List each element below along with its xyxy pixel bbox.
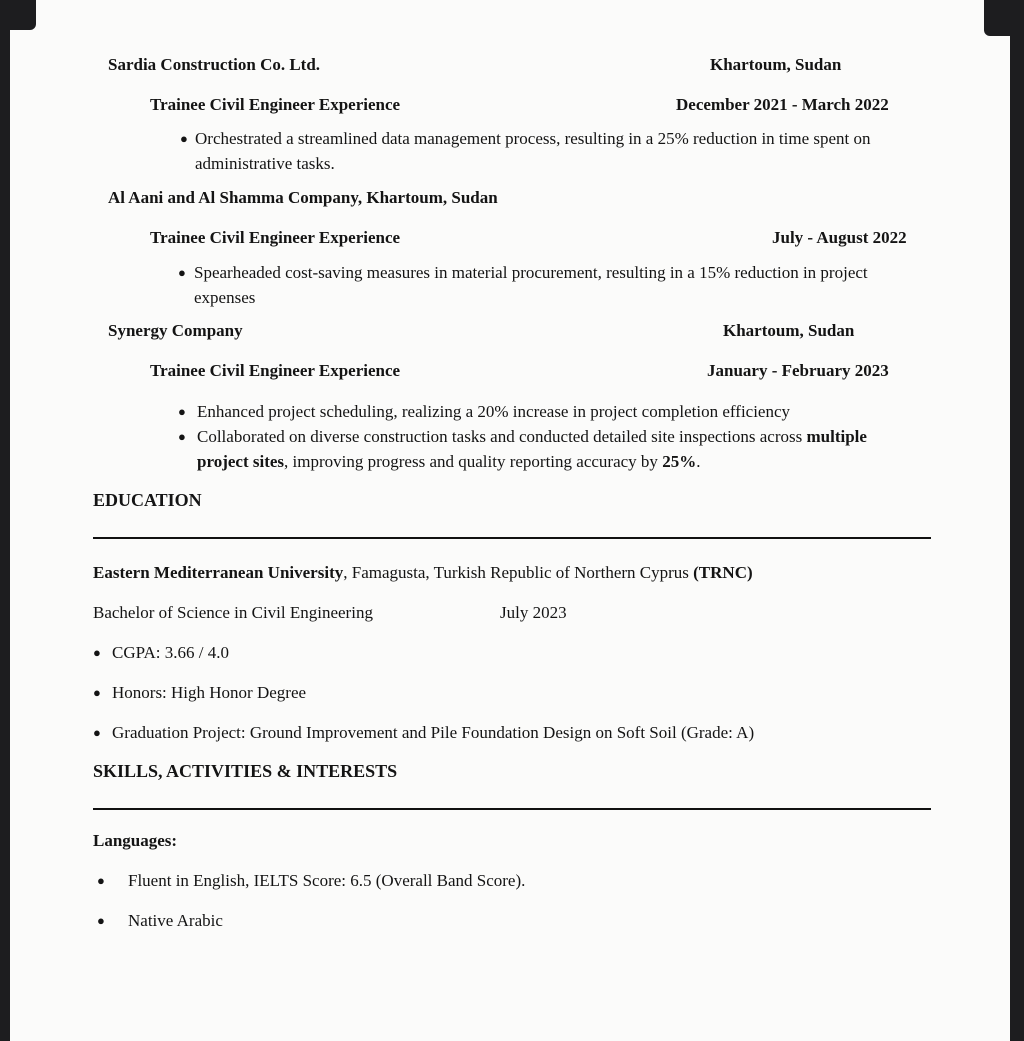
skills-heading: SKILLS, ACTIVITIES & INTERESTS xyxy=(93,761,398,781)
education-bullet xyxy=(93,680,931,705)
page-edge-right xyxy=(1010,0,1024,1041)
bullet-text-bold: multiple project sites xyxy=(197,427,867,471)
bullet-text xyxy=(197,424,908,474)
role-row xyxy=(93,358,931,383)
bullet-text: Enhanced project scheduling, realizing a 20% increase in project completion efficiency xyxy=(197,402,791,421)
job-title: Trainee Civil Engineer Experience xyxy=(150,228,401,247)
job-bullet-list xyxy=(180,126,920,176)
bullet-text-part: Collaborated on diverse construction tasks and conducted detailed site inspections across xyxy=(197,427,807,446)
company-name: Al Aani and Al Shamma Company, Khartoum, Sudan xyxy=(108,188,498,207)
company-name: Synergy Company xyxy=(108,321,243,340)
page-corner-top-left xyxy=(0,0,36,30)
bullet-text-part: . xyxy=(696,452,701,471)
bullet-icon: ● xyxy=(93,645,101,660)
education-bullet xyxy=(93,640,931,665)
company-row xyxy=(93,185,931,210)
education-heading: EDUCATION xyxy=(93,490,202,510)
bullet-point xyxy=(180,126,920,176)
role-row xyxy=(93,92,931,117)
skill-bullet xyxy=(93,868,931,893)
job-title: Trainee Civil Engineer Experience xyxy=(150,95,401,114)
bullet-icon: ● xyxy=(180,131,188,146)
bullet-text: Fluent in English, IELTS Score: 6.5 (Overall Band Score). xyxy=(128,871,526,890)
page-corner-top-right xyxy=(984,0,1024,36)
job-bullet-list xyxy=(178,399,908,474)
section-divider xyxy=(93,808,931,810)
bullet-text: Honors: High Honor Degree xyxy=(112,683,307,702)
bullet-icon: ● xyxy=(178,404,186,419)
company-location: Khartoum, Sudan xyxy=(723,321,855,340)
company-location: Khartoum, Sudan xyxy=(710,55,842,74)
university-line xyxy=(93,560,931,585)
role-row xyxy=(93,225,931,250)
bullet-point xyxy=(178,424,908,474)
bullet-icon: ● xyxy=(93,685,101,700)
bullet-text-bold: 25% xyxy=(662,452,697,471)
bullet-icon: ● xyxy=(97,873,105,888)
bullet-text-part: , improving progress and quality reporting accuracy by xyxy=(284,452,663,471)
bullet-icon: ● xyxy=(178,429,186,444)
languages-label: Languages: xyxy=(93,831,178,850)
job-dates: January - February 2023 xyxy=(707,361,889,380)
university-location: , Famagusta, Turkish Republic of Northern Cyprus xyxy=(343,563,694,582)
company-row xyxy=(93,52,931,77)
degree-name: Bachelor of Science in Civil Engineering xyxy=(93,603,373,622)
bullet-text: Graduation Project: Ground Improvement and Pile Foundation Design on Soft Soil (Grade: A) xyxy=(112,723,755,742)
bullet-text: CGPA: 3.66 / 4.0 xyxy=(112,643,229,662)
bullet-text: Spearheaded cost-saving measures in material procurement, resulting in a 15% reduction in project expenses xyxy=(194,263,868,307)
job-title: Trainee Civil Engineer Experience xyxy=(150,361,401,380)
company-row xyxy=(93,318,931,343)
bullet-text: Native Arabic xyxy=(128,911,223,930)
bullet-icon: ● xyxy=(93,725,101,740)
bullet-point xyxy=(178,260,920,310)
job-dates: July - August 2022 xyxy=(772,228,907,247)
university-name: Eastern Mediterranean University xyxy=(93,563,344,582)
graduation-date: July 2023 xyxy=(500,603,567,622)
bullet-text: Orchestrated a streamlined data management process, resulting in a 25% reduction in time spent on administrative tasks. xyxy=(195,129,871,173)
company-name: Sardia Construction Co. Ltd. xyxy=(108,55,321,74)
bullet-icon: ● xyxy=(97,913,105,928)
job-bullet-list xyxy=(178,260,920,310)
skill-bullet xyxy=(93,908,931,933)
degree-row xyxy=(93,600,931,625)
university-abbrev: (TRNC) xyxy=(693,563,753,582)
section-divider xyxy=(93,537,931,539)
page-edge-left xyxy=(0,0,10,1041)
job-dates: December 2021 - March 2022 xyxy=(676,95,889,114)
education-bullet xyxy=(93,720,931,745)
bullet-point xyxy=(178,399,908,424)
bullet-icon: ● xyxy=(178,265,186,280)
